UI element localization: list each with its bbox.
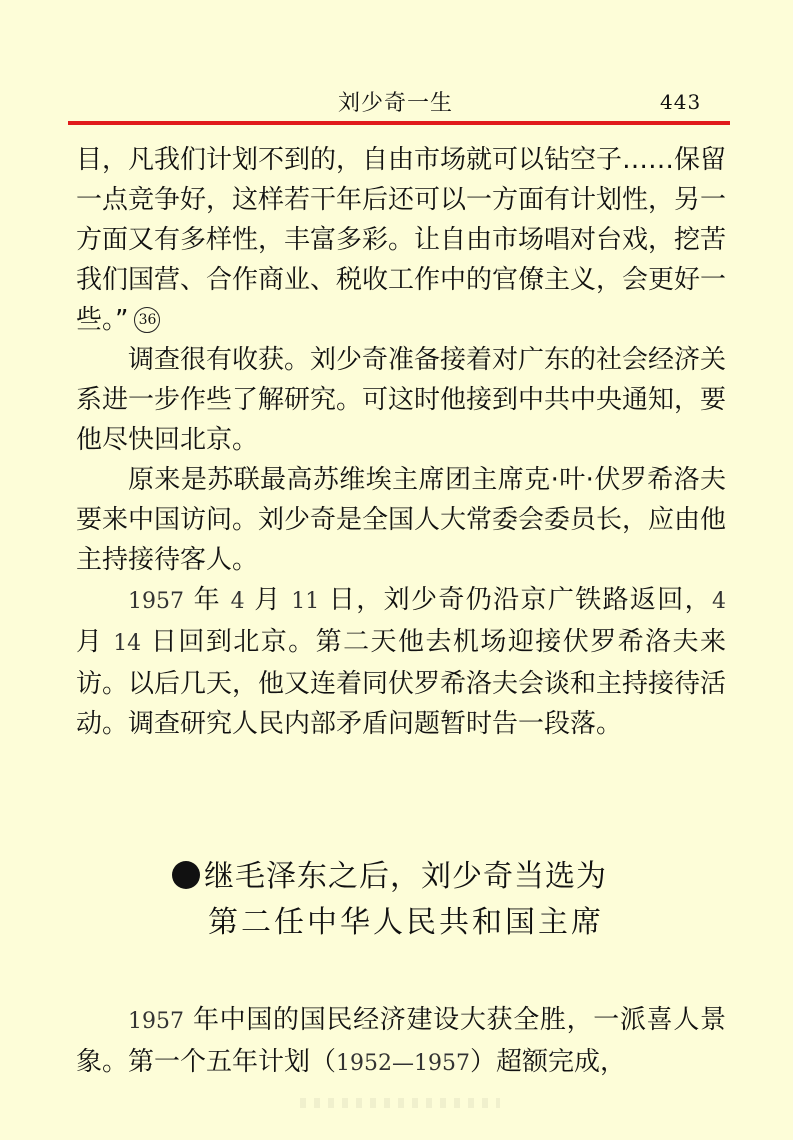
paragraph-text: 年中国的国民经济建设大获全胜，一派喜人景象。第一个五年计划（: [76, 1005, 726, 1077]
book-title: 刘少奇一生: [338, 91, 454, 116]
day-number: 14: [113, 631, 142, 656]
paragraph-text: 调查很有收获。刘少奇准备接着对广东的社会经济关系进一步作些了解研究。可这时他接到中共中央通知，要他尽快回北京。: [76, 345, 727, 455]
paragraph-text: 年: [184, 585, 231, 615]
paragraph-text: 原来是苏联最高苏维埃主席团主席克·叶·伏罗希洛夫要来中国访问。刘少奇是全国人大常委会委员长，应由他主持接待客人。: [76, 465, 727, 575]
section-body: [76, 1000, 726, 1084]
paragraph-continuation: [76, 140, 726, 340]
footnote-marker[interactable]: 36: [134, 307, 160, 333]
paragraph-text: 日回到北京。第二天他去机场迎接伏罗希洛夫来访。以后几天，他又连着同伏罗希洛夫会谈和主持接待活动。调查研究人民内部矛盾问题暂时告一段落。: [76, 627, 727, 739]
faint-footer-mark: [300, 1098, 500, 1108]
paragraph-text: 日，刘少奇仍沿京广铁路返回，: [319, 585, 713, 615]
heading-text: 继毛泽东之后，刘少奇当选为: [204, 859, 607, 894]
page-number: 443: [660, 90, 702, 114]
paragraph-text: 月: [244, 585, 292, 615]
day-number: 11: [291, 589, 320, 614]
body-text: [76, 140, 726, 744]
paragraph-text: 目，凡我们计划不到的，自由市场就可以钻空子……保留一点竞争好，这样若干年后还可以一方面有计划性，另一方面又有多样性，丰富多彩。让自由市场唱对台戏，挖苦我们国营、合作商业、税收工作中的官僚主义，会更好一些。”: [76, 145, 727, 335]
paragraph-text: ）超额完成，: [470, 1047, 627, 1077]
month-number: 4: [712, 589, 727, 614]
paragraph: [76, 340, 726, 460]
paragraph: [76, 580, 726, 744]
header-rule: [68, 121, 730, 125]
year-number: 1957: [128, 1009, 184, 1034]
section-heading-line-1: [172, 855, 607, 899]
year-number: 1957: [128, 589, 184, 614]
section-heading-line-2: 第二任中华人民共和国主席: [208, 905, 604, 940]
paragraph: [76, 1000, 726, 1084]
paragraph: [76, 460, 726, 580]
year-range: 1952—1957: [336, 1051, 470, 1076]
running-header: [0, 84, 793, 120]
month-number: 4: [230, 589, 245, 614]
paragraph-text: 月: [76, 627, 114, 657]
bullet-icon: [172, 861, 200, 889]
